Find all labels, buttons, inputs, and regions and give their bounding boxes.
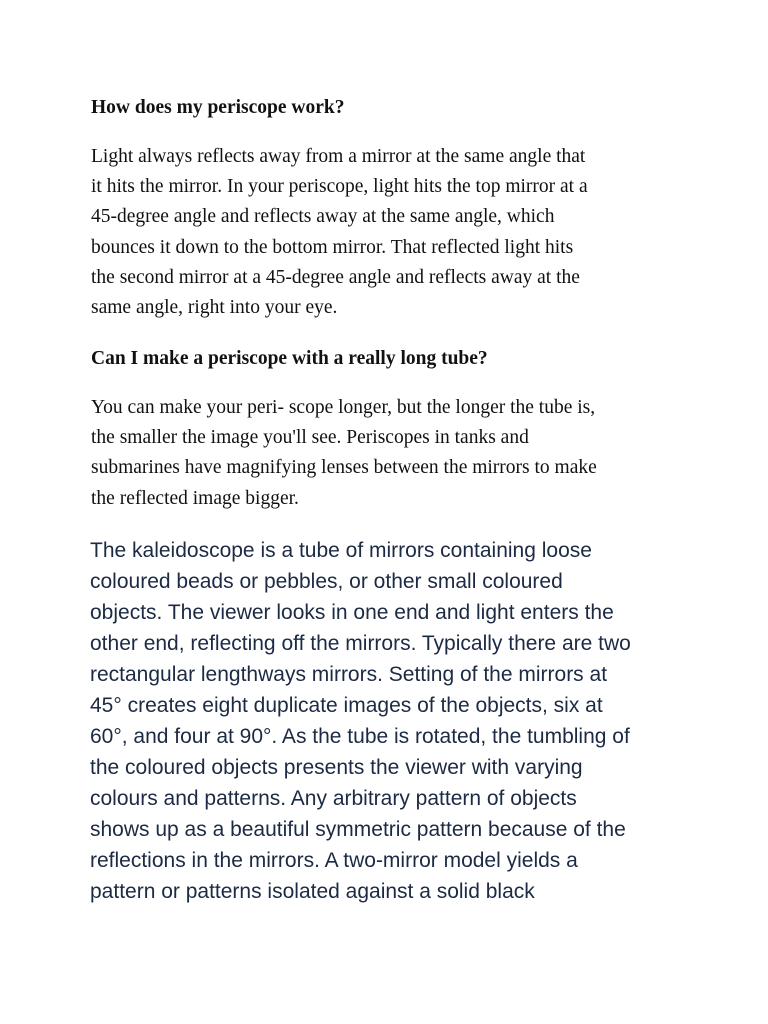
text-line: You can make your peri- scope longer, but the longer the tube is, — [91, 397, 596, 418]
text-line: other end, reflecting off the mirrors. Typically there are two — [90, 632, 631, 655]
paragraph-periscope-work — [91, 142, 691, 323]
text-line: shows up as a beautiful symmetric pattern because of the — [90, 818, 626, 841]
heading-long-tube: Can I make a periscope with a really long tube? — [91, 348, 488, 369]
text-line: the coloured objects presents the viewer with varying — [90, 756, 583, 779]
text-line: rectangular lengthways mirrors. Setting of the mirrors at — [90, 663, 608, 686]
text-line: reflections in the mirrors. A two-mirror model yields a — [90, 849, 578, 872]
paragraph-kaleidoscope — [90, 535, 710, 907]
text-line: submarines have magnifying lenses between the mirrors to make — [91, 457, 597, 479]
text-line: same angle, right into your eye. — [91, 297, 338, 319]
text-line: bounces it down to the bottom mirror. That reflected light hits — [91, 236, 574, 258]
section-periscope-work — [91, 93, 691, 123]
text-line: coloured beads or pebbles, or other small coloured — [90, 570, 563, 593]
text-line: pattern or patterns isolated against a solid black — [90, 880, 535, 903]
text-line: Light always reflects away from a mirror at the same angle that — [91, 146, 586, 167]
text-line: colours and patterns. Any arbitrary pattern of objects — [90, 787, 577, 810]
section-long-tube — [91, 344, 691, 374]
text-line: 45-degree angle and reflects away at the same angle, which — [91, 206, 555, 228]
text-line: the smaller the image you'll see. Periscopes in tanks and — [91, 427, 529, 449]
heading-periscope-work: How does my periscope work? — [91, 97, 345, 118]
text-line: the reflected image bigger. — [91, 487, 299, 509]
text-line: it hits the mirror. In your periscope, light hits the top mirror at a — [91, 176, 588, 198]
text-line: objects. The viewer looks in one end and light enters the — [90, 601, 614, 624]
paragraph-long-tube — [91, 393, 691, 514]
text-line: 60°, and four at 90°. As the tube is rotated, the tumbling of — [90, 725, 630, 748]
text-line: 45° creates eight duplicate images of the objects, six at — [90, 694, 603, 717]
text-line: The kaleidoscope is a tube of mirrors containing loose — [90, 539, 592, 562]
text-line: the second mirror at a 45-degree angle and reflects away at the — [91, 266, 580, 288]
